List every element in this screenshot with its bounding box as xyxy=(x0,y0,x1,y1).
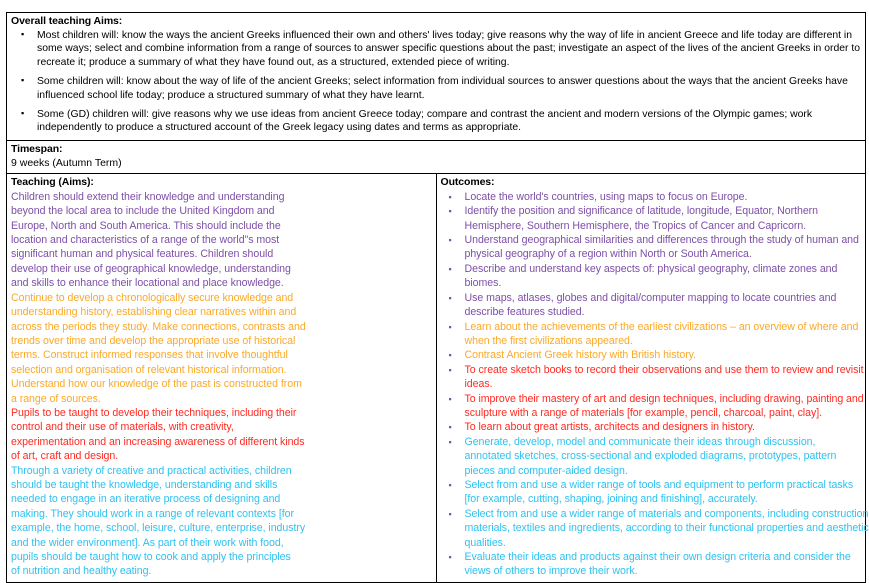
text-line: [for example, cutting, shaping, joining and finishing], accurately. xyxy=(464,493,758,506)
text-line: annotated sketches, cross-sectional and exploded diagrams, prototypes, pattern xyxy=(464,450,837,463)
text-line: Understand how our knowledge of the past is constructed from xyxy=(11,378,302,391)
list-item xyxy=(441,420,862,434)
text-line: location and characteristics of a range of the world"s most xyxy=(11,234,280,247)
list-item xyxy=(441,348,862,362)
text-line: beyond the local area to include the United Kingdom and xyxy=(11,205,275,218)
list-item: ▪ Most children will: know the ways the ancient Greeks influenced their own and others' lives today; give reasons why the way of life in ancient Greece and life today are different in some ways; select and combine information from a range of sources to answer specific questions about the past; investigate an aspect of the lives of the ancient Greeks in order to recreate it; produce a summary of what they have found out, as a structured, extended piece of writing. xyxy=(11,29,861,69)
text-line: experimentation and an increasing awareness of different kinds xyxy=(11,435,305,448)
text-line: terms. Construct informed responses that involve thoughtful xyxy=(11,349,288,362)
text-line: Continue to develop a chronologically secure knowledge and xyxy=(11,291,294,304)
text-line: pupils should be taught how to cook and apply the principles xyxy=(11,551,291,563)
text-line: Europe, North and South America. This should include the xyxy=(11,219,281,232)
text-line: of art, craft and design. xyxy=(11,450,119,463)
text-line: control and their use of materials, with creativity, xyxy=(11,421,234,434)
text-line: Through a variety of creative and practical activities, children xyxy=(11,464,292,477)
list-item xyxy=(441,262,862,291)
curriculum-plan-table xyxy=(6,12,869,583)
teaching-paragraph-art xyxy=(11,406,432,464)
teaching-paragraph-geography xyxy=(11,190,432,291)
text-line: ▪ Learn about the achievements of the earliest civilizations – an overview of where and xyxy=(464,320,859,333)
list-item xyxy=(441,190,862,204)
text-line: ▪ Describe and understand key aspects of: physical geography, climate zones and xyxy=(464,262,838,275)
text-line: of nutrition and healthy eating. xyxy=(11,565,152,578)
text-line: ▪ Locate the world's countries, using maps to focus on Europe. xyxy=(464,190,748,203)
text-line: ideas. xyxy=(464,378,493,391)
text-line: ▪ Understand geographical similarities and differences through the study of human and xyxy=(464,234,859,247)
timespan-value: 9 weeks (Autumn Term) xyxy=(11,156,122,169)
list-item xyxy=(441,435,862,478)
text-line: views of others to improve their work. xyxy=(464,565,638,578)
text-line: ▪ Generate, develop, model and communicate their ideas through discussion, xyxy=(464,435,816,448)
timespan-heading: Timespan: xyxy=(11,142,63,155)
teaching-paragraph-design-technology xyxy=(11,464,432,579)
list-item xyxy=(441,478,862,507)
list-item xyxy=(441,204,862,233)
text-line: across the periods they study. Make connections, contrasts and xyxy=(11,320,306,333)
text-line: ▪ To learn about great artists, architects and designers in history. xyxy=(464,421,755,434)
outcomes-cell xyxy=(436,173,869,582)
text-line: Pupils to be taught to develop their techniques, including their xyxy=(11,406,297,419)
text-line: develop their use of geographical knowledge, understanding xyxy=(11,262,291,275)
text-line: selection and organisation of relevant historical information. xyxy=(11,363,287,376)
text-line: materials, textiles and ingredients, according to their functional properties and aesthetic xyxy=(464,522,869,535)
text-line: describe features studied. xyxy=(464,306,585,319)
list-item xyxy=(441,320,862,349)
text-line: trends over time and develop the appropriate use of historical xyxy=(11,334,296,347)
list-item xyxy=(441,233,862,262)
list-item xyxy=(441,291,862,320)
text-line: ▪ Contrast Ancient Greek history with British history. xyxy=(464,349,697,362)
text-line: example, the home, school, leisure, culture, enterprise, industry xyxy=(11,522,306,535)
list-item: ▪ Some children will: know about the way of life of the ancient Greeks; select information from individual sources to answer questions about the ways that the ancient Greeks have influenced school life today; produce a structured summary of what they have learnt. xyxy=(11,75,861,102)
overall-aims-row xyxy=(7,13,866,141)
teaching-aims-heading: Teaching (Aims): xyxy=(11,175,94,188)
text-line: should be taught the knowledge, understanding and skills xyxy=(11,478,278,491)
text-line: when the first civilizations appeared. xyxy=(464,334,633,347)
text-line: ▪ To improve their mastery of art and design techniques, including drawing, painting and xyxy=(464,392,864,405)
outcomes-heading: Outcomes: xyxy=(440,175,495,188)
list-item xyxy=(441,507,869,550)
text-line: and the wider environment]. As part of their work with food, xyxy=(11,536,284,549)
text-line: ▪ To create sketch books to record their observations and use them to review and revisit xyxy=(464,363,864,376)
outcomes-list xyxy=(441,190,869,579)
overall-aims-heading: Overall teaching Aims: xyxy=(11,15,123,27)
list-item xyxy=(441,550,862,579)
list-item xyxy=(441,392,862,421)
text-line: qualities. xyxy=(464,536,506,549)
timespan-row xyxy=(7,140,866,173)
list-item: ▪ Some (GD) children will: give reasons why we use ideas from ancient Greece today; compare and contrast the ancient and modern versions of the Olympic games; work independently to produce a structured account of the Greek legacy using dates and terms as appropriate. xyxy=(11,108,861,135)
text-line: needed to engage in an iterative process of designing and xyxy=(11,493,281,506)
text-line: Children should extend their knowledge and understanding xyxy=(11,190,285,203)
text-line: pieces and computer-aided design. xyxy=(464,464,628,477)
text-line: ▪ Select from and use a wider range of tools and equipment to perform practical tasks xyxy=(464,478,854,491)
text-line: ▪ Evaluate their ideas and products against their own design criteria and consider the xyxy=(464,551,851,563)
text-line: ▪ Identify the position and significance of latitude, longitude, Equator, Northern xyxy=(464,205,818,218)
text-line: ▪ Select from and use a wider range of materials and components, including construction xyxy=(464,507,869,520)
text-line: and skills to enhance their locational and place knowledge. xyxy=(11,277,284,290)
text-line: understanding history, establishing clear narratives within and xyxy=(11,306,297,319)
teaching-aims-cell xyxy=(7,173,437,582)
text-line: physical geography of a region within North or South America. xyxy=(464,248,752,261)
text-line: sculpture with a range of materials [for example, pencil, charcoal, paint, clay]. xyxy=(464,406,822,419)
text-line: Hemisphere, Southern Hemisphere, the Tropics of Cancer and Capricorn. xyxy=(464,219,807,232)
overall-aims-list xyxy=(11,29,861,135)
text-line: a range of sources. xyxy=(11,392,101,405)
teaching-paragraph-history xyxy=(11,291,432,406)
text-line: significant human and physical features. Children should xyxy=(11,248,274,261)
list-item xyxy=(441,363,862,392)
overall-aims-cell xyxy=(7,13,866,141)
text-line: biomes. xyxy=(464,277,502,290)
timespan-cell xyxy=(7,140,866,173)
teaching-outcomes-row xyxy=(7,173,866,582)
teaching-aims-body xyxy=(11,190,432,579)
text-line: making. They should work in a range of relevant contexts [for xyxy=(11,507,294,520)
text-line: ▪ Use maps, atlases, globes and digital/computer mapping to locate countries and xyxy=(464,291,837,304)
